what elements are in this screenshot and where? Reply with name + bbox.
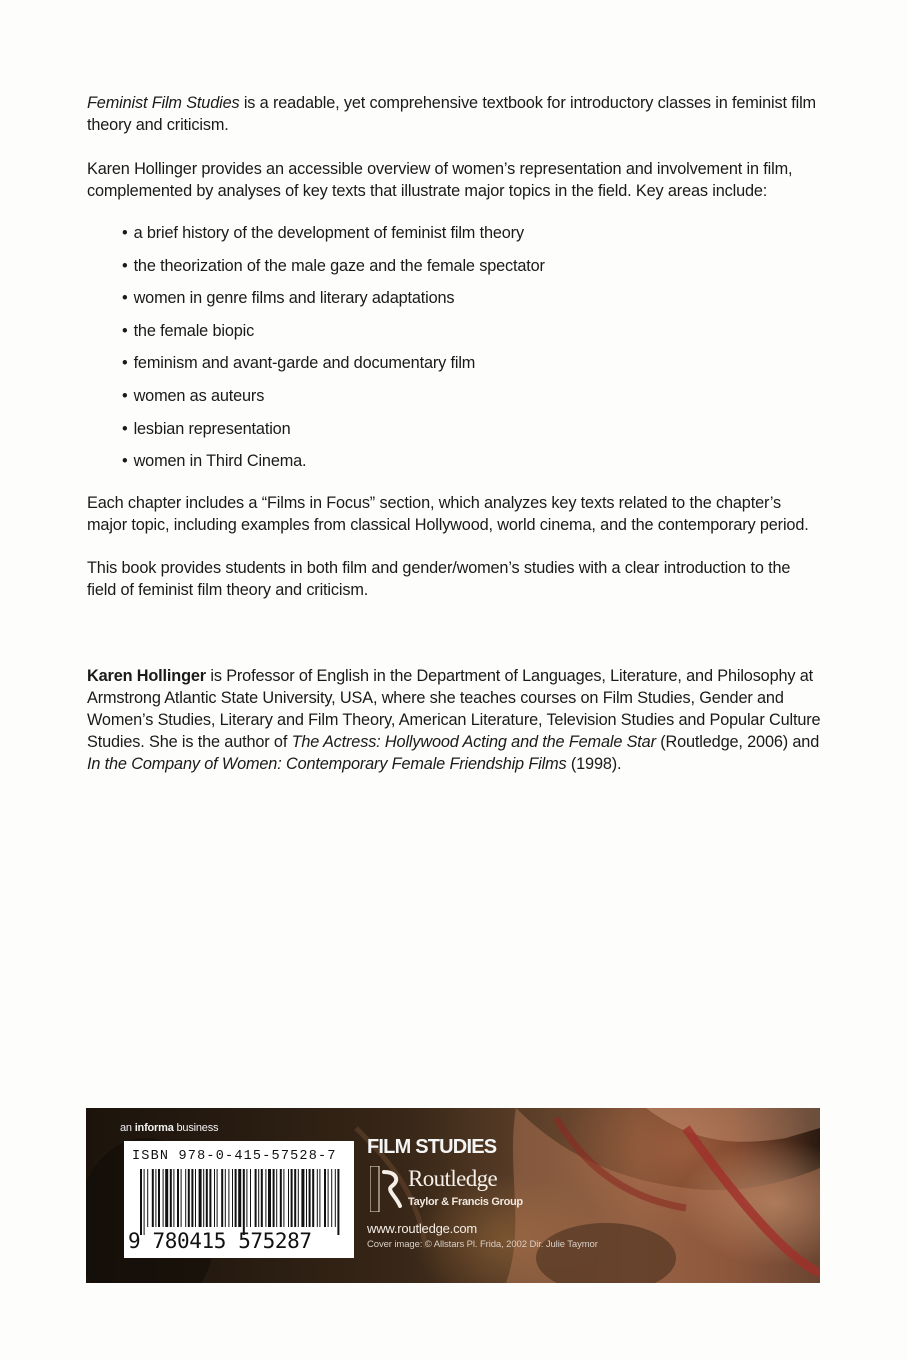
list-item: • women in Third Cinema. (122, 450, 545, 483)
chapters-text: Each chapter includes a “Films in Focus” section, which analyzes key texts related to the chapter’s major topic, including examples from classical Hollywood, world cinema, and the contemporary period. (87, 494, 809, 534)
list-item: • the female biopic (122, 320, 545, 353)
publisher-url: www.routledge.com (367, 1221, 478, 1236)
author-bio: Karen Hollinger is Professor of English in the Department of Languages, Literature, and Philosophy at Armstrong Atlantic State University, USA, where she teaches courses on Film Studies, Gender and Women’s Studies, Literary and Film Theory, American Literature, Television Studies and Popular Culture Studies. She is the author of The Actress: Hollywood Acting and the Female Star (Routledge, 2006) and In the Company of Women: Contemporary Female Friendship Films (1998). (87, 667, 821, 773)
isbn-number: ISBN 978-0-415-57528-7 (132, 1149, 337, 1164)
list-item: • feminism and avant-garde and documentary film (122, 352, 545, 385)
cover-credit: Cover image: © Allstars Pl. Frida, 2002 Dir. Julie Taymor (367, 1239, 598, 1250)
author-name: Karen Hollinger (87, 667, 206, 685)
cover-banner (86, 1108, 820, 1283)
routledge-logo-icon (370, 1166, 404, 1212)
intro-text: is a readable, yet comprehensive textbook for introductory classes in feminist film theory and criticism. (87, 94, 816, 134)
book-title: The Actress: Hollywood Acting and the Female Star (291, 733, 656, 751)
category-label: FILM STUDIES (367, 1136, 497, 1158)
book-title: Feminist Film Studies (87, 94, 240, 112)
chapters-paragraph (87, 492, 822, 536)
informa-business-label: an informa business (120, 1122, 219, 1134)
audience-paragraph (87, 557, 822, 601)
publisher-name: Routledge (408, 1166, 498, 1191)
audience-text: This book provides students in both film and gender/women’s studies with a clear introduction to the field of feminist film theory and criticism. (87, 559, 791, 599)
book-title: In the Company of Women: Contemporary Female Friendship Films (87, 755, 567, 773)
overview-text: Karen Hollinger provides an accessible overview of women’s representation and involvement in film, complemented by analyses of key texts that illustrate major topics in the field. Key areas include: (87, 160, 793, 200)
publisher-group: Taylor & Francis Group (408, 1196, 523, 1208)
list-item: • women as auteurs (122, 385, 545, 418)
key-areas-list (122, 222, 545, 483)
barcode (124, 1141, 354, 1258)
list-item: • lesbian representation (122, 418, 545, 451)
list-item: • women in genre films and literary adaptations (122, 287, 545, 320)
barcode-digits: 9 780415 575287 (128, 1229, 312, 1253)
overview-paragraph (87, 158, 822, 202)
list-item: • the theorization of the male gaze and the female spectator (122, 255, 545, 288)
list-item: • a brief history of the development of feminist film theory (122, 222, 545, 255)
intro-paragraph (87, 92, 822, 136)
